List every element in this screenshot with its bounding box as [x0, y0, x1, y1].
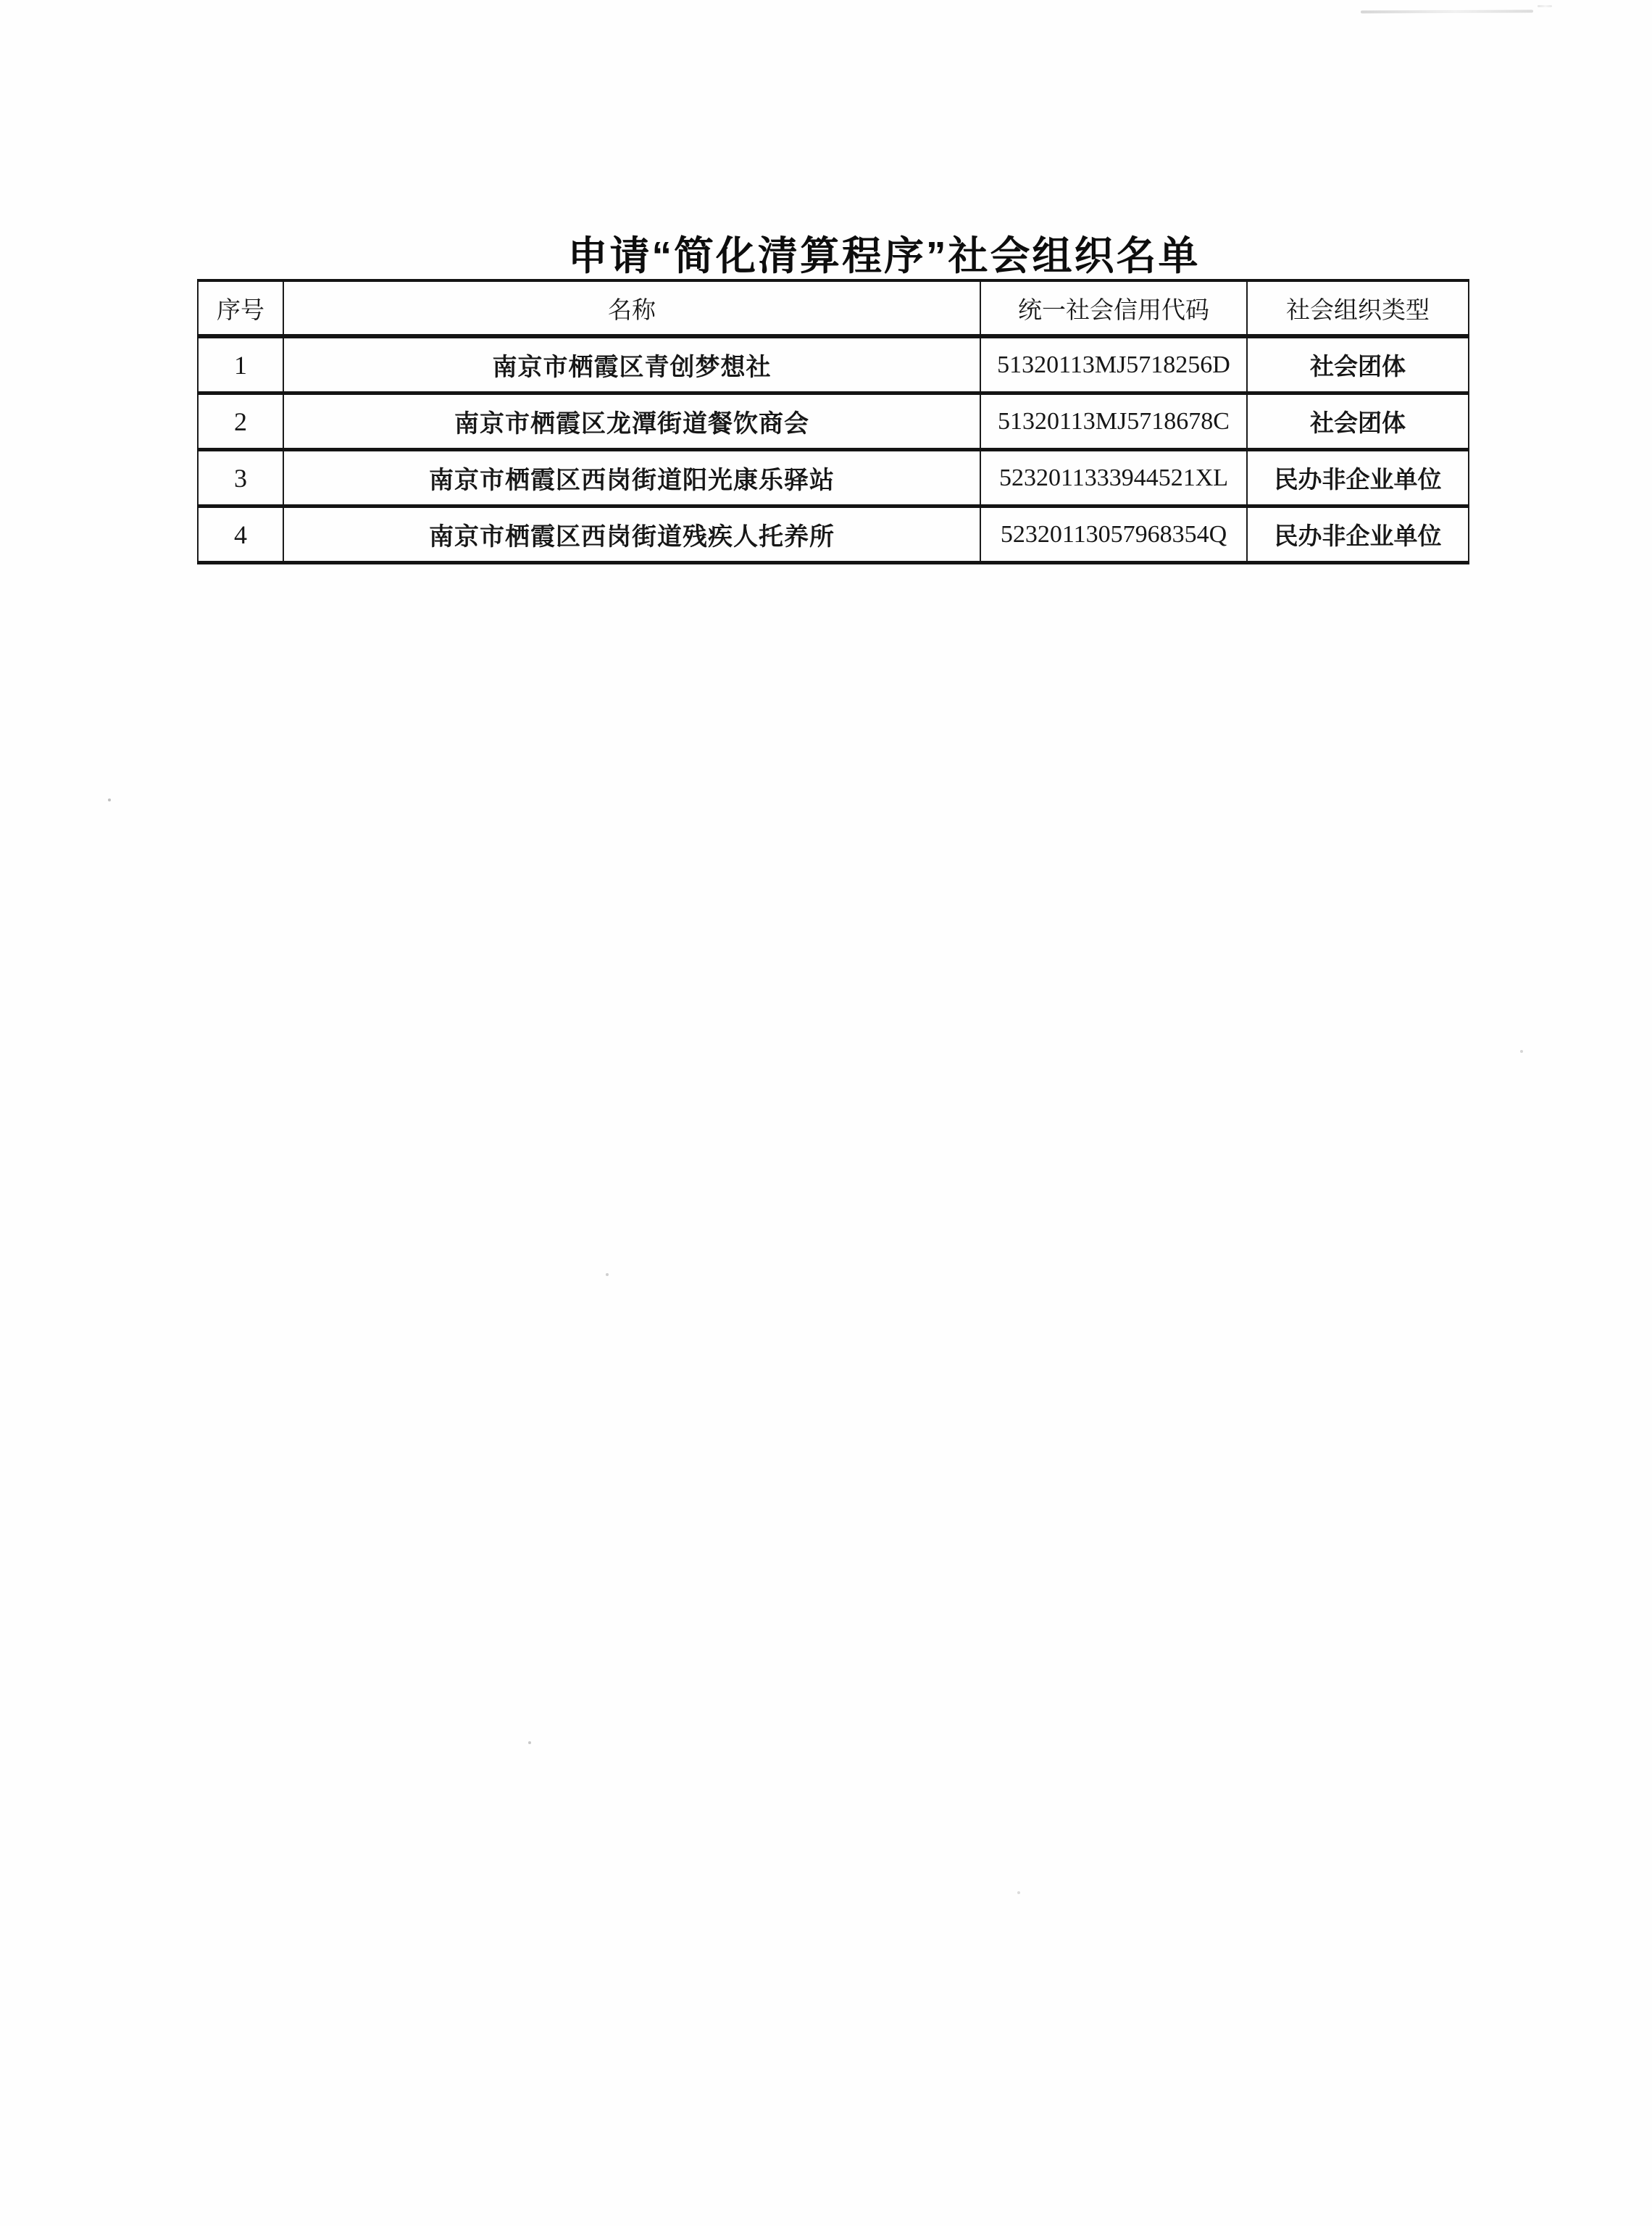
scan-artifact-smudge — [1361, 9, 1533, 13]
page-title: 申请“简化清算程序”社会组织名单 — [567, 233, 1201, 278]
scan-speck — [108, 799, 111, 801]
scan-speck — [606, 1273, 609, 1276]
table-row — [198, 393, 1469, 450]
code-cell: 52320113057968354Q — [980, 507, 1247, 563]
table-row — [198, 336, 1469, 393]
type-cell: 社会团体 — [1247, 393, 1469, 450]
scan-speck — [1017, 1891, 1020, 1894]
table-row — [198, 507, 1469, 563]
name-cell: 南京市栖霞区龙潭街道餐饮商会 — [283, 393, 980, 450]
name-cell: 南京市栖霞区青创梦想社 — [283, 336, 980, 393]
type-cell: 民办非企业单位 — [1247, 507, 1469, 563]
column-header-name: 名称 — [283, 280, 980, 336]
code-cell: 51320113MJ5718256D — [980, 336, 1247, 393]
type-cell: 民办非企业单位 — [1247, 450, 1469, 507]
table-header-row — [198, 280, 1469, 336]
seq-cell: 2 — [198, 393, 283, 450]
column-header-type: 社会组织类型 — [1247, 280, 1469, 336]
name-cell: 南京市栖霞区西岗街道残疾人托养所 — [283, 507, 980, 563]
organization-table — [197, 279, 1469, 564]
column-header-code: 统一社会信用代码 — [980, 280, 1247, 336]
code-cell: 51320113MJ5718678C — [980, 393, 1247, 450]
code-cell: 5232011333944521XL — [980, 450, 1247, 507]
seq-cell: 1 — [198, 336, 283, 393]
name-cell: 南京市栖霞区西岗街道阳光康乐驿站 — [283, 450, 980, 507]
scan-speck — [1520, 1050, 1523, 1053]
seq-cell: 4 — [198, 507, 283, 563]
table-row — [198, 450, 1469, 507]
scan-artifact-smudge — [1538, 5, 1552, 7]
scan-speck — [528, 1741, 531, 1744]
type-cell: 社会团体 — [1247, 336, 1469, 393]
column-header-seq: 序号 — [198, 280, 283, 336]
seq-cell: 3 — [198, 450, 283, 507]
